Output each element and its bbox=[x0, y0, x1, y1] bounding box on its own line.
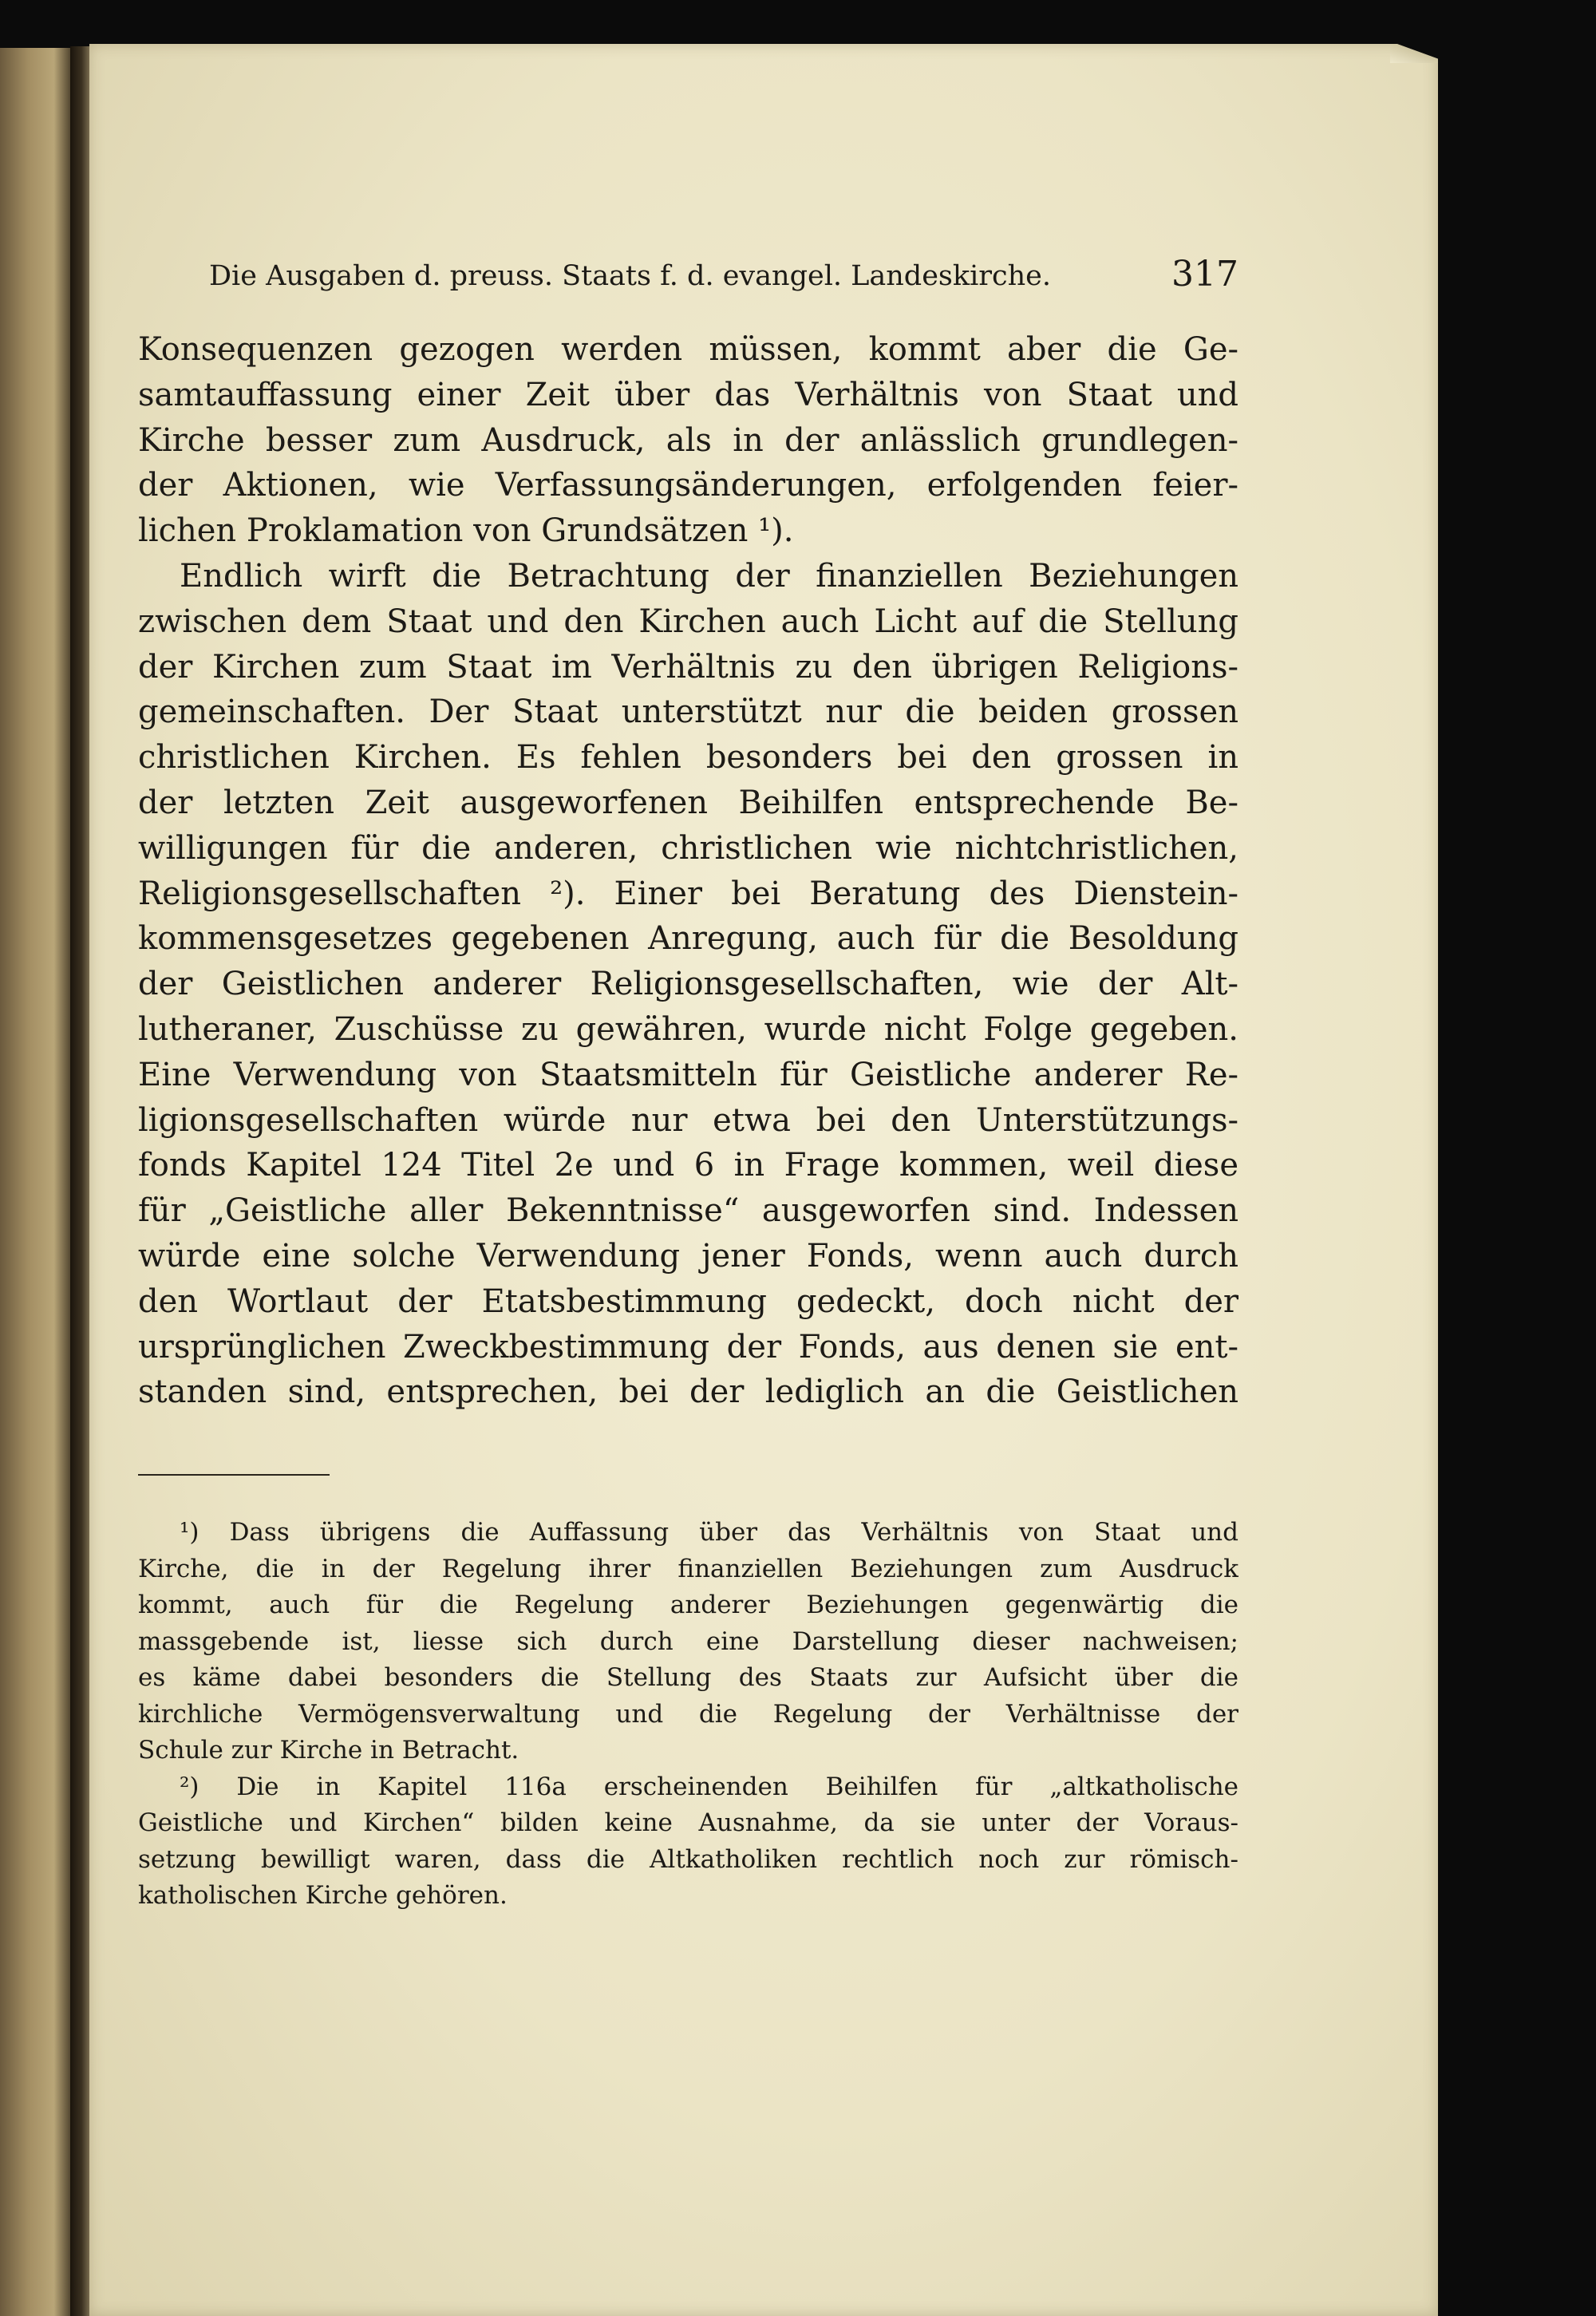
footnote-line: ¹) Dass übrigens die Auffassung über das Verhältnis von Staat und bbox=[180, 1518, 1238, 1547]
text-line: lutheraner, Zuschüsse zu gewähren, wurde nicht Folge gegeben. bbox=[138, 1010, 1238, 1048]
footnote-line: ²) Die in Kapitel 116a erscheinenden Beihilfen für „altkatholische bbox=[180, 1772, 1238, 1801]
footnote-line: katholischen Kirche gehören. bbox=[138, 1881, 508, 1910]
text-line: den Wortlaut der Etatsbestimmung gedeckt, doch nicht der bbox=[138, 1282, 1238, 1320]
footnote-line: Kirche, die in der Regelung ihrer finanziellen Beziehungen zum Ausdruck bbox=[138, 1554, 1238, 1583]
footnote-line: Schule zur Kirche in Betracht. bbox=[138, 1736, 519, 1765]
text-line: lichen Proklamation von Grundsätzen ¹). bbox=[138, 512, 794, 550]
text-line: würde eine solche Verwendung jener Fonds, wenn auch durch bbox=[138, 1237, 1238, 1275]
footnote-line: setzung bewilligt waren, dass die Altkatholiken rechtlich noch zur römisch- bbox=[138, 1844, 1238, 1874]
text-line: Religionsgesellschaften ²). Einer bei Beratung des Dienstein- bbox=[138, 875, 1238, 912]
text-line: ursprünglichen Zweckbestimmung der Fonds, aus denen sie ent- bbox=[138, 1328, 1238, 1365]
footnote-line: es käme dabei besonders die Stellung des Staats zur Aufsicht über die bbox=[138, 1663, 1238, 1692]
page-header bbox=[209, 254, 1238, 302]
text-line: Konsequenzen gezogen werden müssen, kommt aber die Ge- bbox=[138, 331, 1238, 368]
text-line: fonds Kapitel 124 Titel 2e und 6 in Frage kommen, weil diese bbox=[138, 1147, 1238, 1184]
text-line: willigungen für die anderen, christlichen wie nichtchristlichen, bbox=[138, 829, 1238, 867]
text-line: Endlich wirft die Betrachtung der finanziellen Beziehungen bbox=[180, 557, 1238, 595]
text-line: zwischen dem Staat und den Kirchen auch Licht auf die Stellung bbox=[138, 603, 1238, 640]
text-line: für „Geistliche aller Bekenntnisse“ ausgeworfen sind. Indessen bbox=[138, 1192, 1238, 1230]
text-line: samtauffassung einer Zeit über das Verhältnis von Staat und bbox=[138, 376, 1238, 413]
footnotes bbox=[138, 1515, 1238, 1915]
text-line: standen sind, entsprechen, bei der lediglich an die Geistlichen bbox=[138, 1373, 1238, 1411]
footnote-line: massgebende ist, liesse sich durch eine Darstellung dieser nachweisen; bbox=[138, 1626, 1238, 1656]
text-line: der Geistlichen anderer Religionsgesellschaften, wie der Alt- bbox=[138, 966, 1238, 1003]
running-head: Die Ausgaben d. preuss. Staats f. d. evangel. Landeskirche. bbox=[209, 260, 1051, 292]
text-line: gemeinschaften. Der Staat unterstützt nur die beiden grossen bbox=[138, 694, 1238, 731]
text-line: der letzten Zeit ausgeworfenen Beihilfen entsprechende Be- bbox=[138, 784, 1238, 821]
text-line: der Kirchen zum Staat im Verhältnis zu den übrigen Religions- bbox=[138, 648, 1238, 686]
text-line: der Aktionen, wie Verfassungsänderungen, erfolgenden feier- bbox=[138, 467, 1238, 504]
page-corner-fold bbox=[1390, 44, 1438, 63]
text-line: ligionsgesellschaften würde nur etwa bei den Unterstützungs- bbox=[138, 1101, 1238, 1139]
previous-page-edge bbox=[0, 48, 72, 2316]
page-number: 317 bbox=[1171, 254, 1238, 294]
footnote-line: kommt, auch für die Regelung anderer Beziehungen gegenwärtig die bbox=[138, 1591, 1238, 1619]
footnote-line: Geistliche und Kirchen“ bilden keine Ausnahme, da sie unter der Voraus- bbox=[138, 1808, 1238, 1837]
text-line: Kirche besser zum Ausdruck, als in der anlässlich grundlegen- bbox=[138, 421, 1238, 459]
footnote-line: kirchliche Vermögensverwaltung und die Regelung der Verhältnisse der bbox=[138, 1699, 1238, 1729]
main-text bbox=[138, 327, 1238, 1415]
footnote-separator bbox=[138, 1474, 330, 1476]
text-line: christlichen Kirchen. Es fehlen besonders bei den grossen in bbox=[138, 739, 1238, 777]
text-line: kommensgesetzes gegebenen Anregung, auch für die Besoldung bbox=[138, 920, 1238, 958]
text-line: Eine Verwendung von Staatsmitteln für Geistliche anderer Re- bbox=[138, 1056, 1238, 1093]
